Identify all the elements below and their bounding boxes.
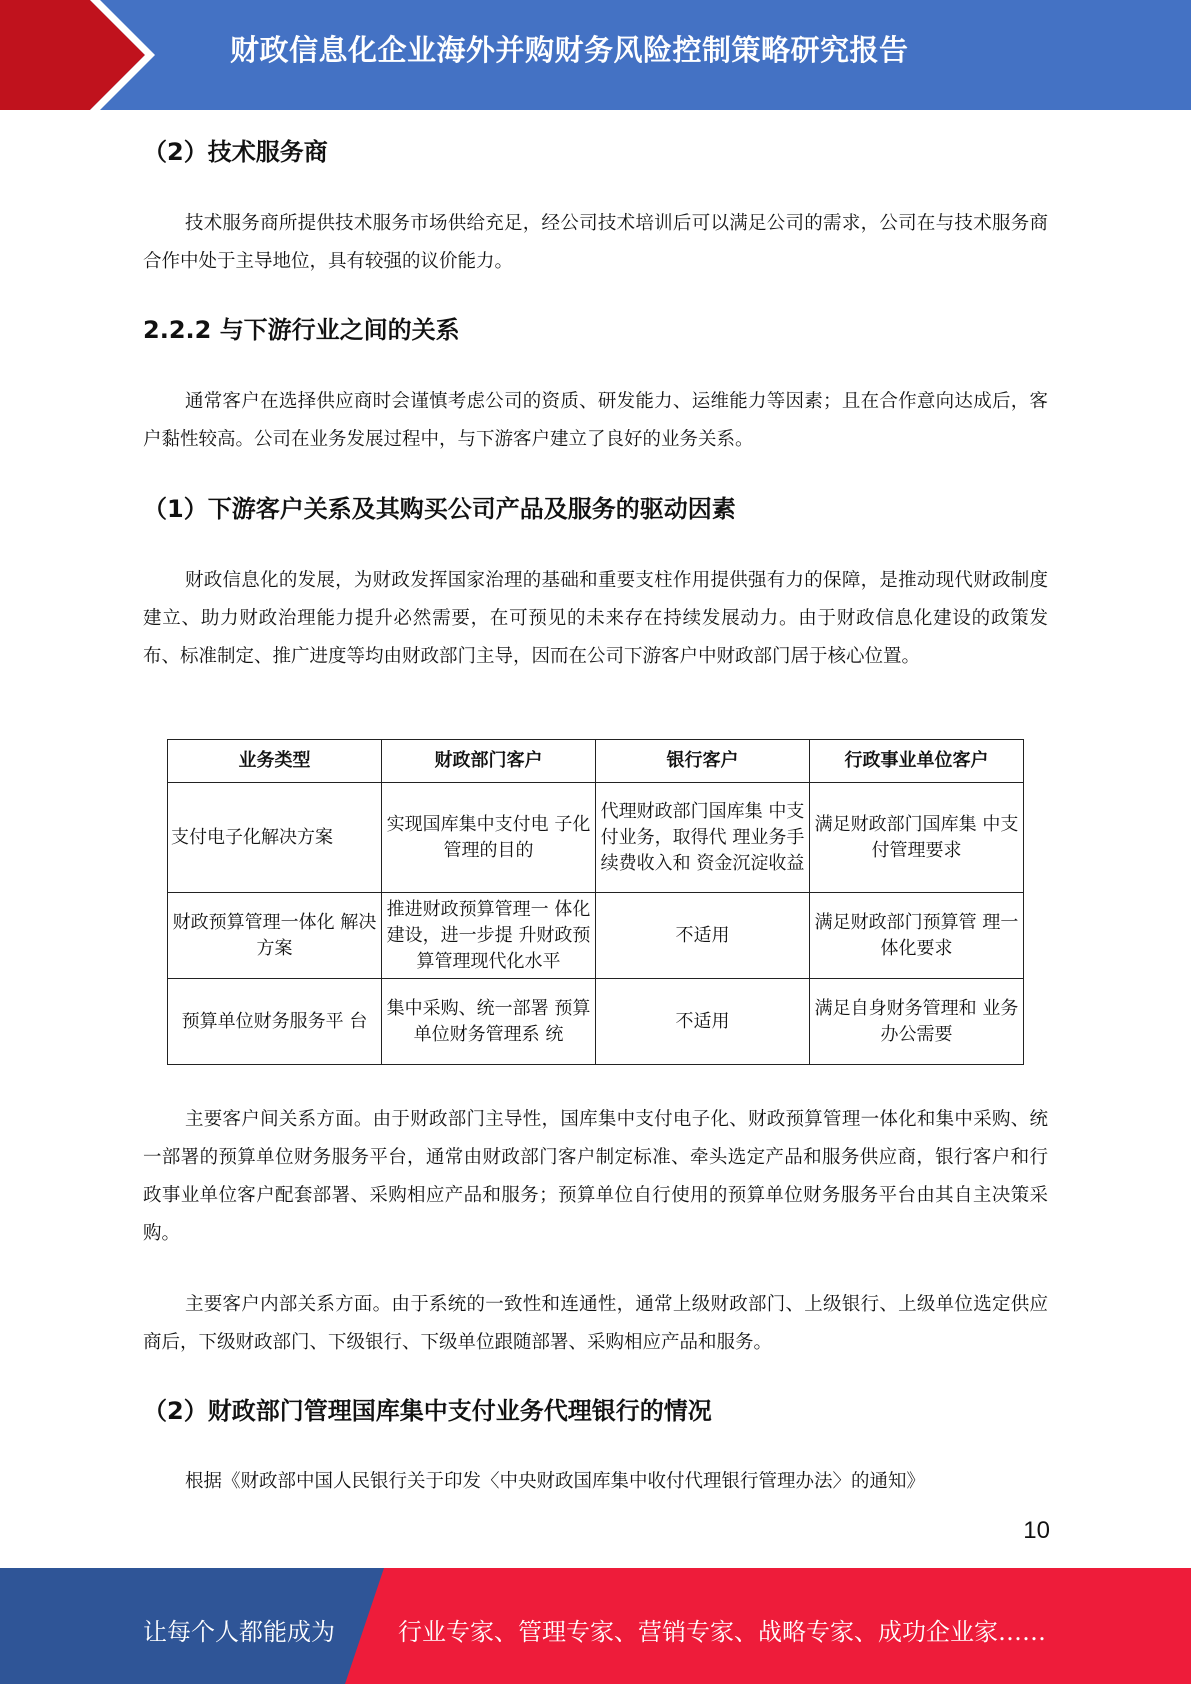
table-cell: 满足财政部门预算管 理一体化要求 [810,893,1024,979]
page-header [0,0,1191,110]
table-header-cell: 行政事业单位客户 [810,740,1024,783]
table-cell: 推进财政预算管理一 体化建设，进一步提 升财政预算管理现代化水平 [382,893,596,979]
footer-slogan-left: 让每个人都能成为 [143,1618,335,1646]
table-cell: 财政预算管理一体化 解决方案 [168,893,382,979]
table-header-cell: 财政部门客户 [382,740,596,783]
section-heading-tech-service: （2）技术服务商 [143,138,328,166]
table-cell: 不适用 [596,893,810,979]
section-heading-agent-bank: （2）财政部门管理国库集中支付业务代理银行的情况 [143,1397,712,1425]
table-cell: 支付电子化解决方案 [168,783,382,893]
section-heading-drivers: （1）下游客户关系及其购买公司产品及服务的驱动因素 [143,495,736,523]
paragraph-drivers: 财政信息化的发展，为财政发挥国家治理的基础和重要支柱作用提供强有力的保障，是推动现代财政制度建立、助力财政治理能力提升必然需要，在可预见的未来存在持续发展动力。由于财政信息化建设的政策发布、标准制定、推广进度等均由财政部门主导，因而在公司下游客户中财政部门居于核心位置。 [143,570,1048,667]
table-cell: 满足财政部门国库集 中支付管理要求 [810,783,1024,893]
table-header-cell: 银行客户 [596,740,810,783]
table-cell: 不适用 [596,979,810,1065]
paragraph-agent-bank: 根据《财政部中国人民银行关于印发〈中央财政国库集中收付代理银行管理办法〉的通知》 [185,1471,926,1492]
table-header-cell: 业务类型 [168,740,382,783]
header-title: 财政信息化企业海外并购财务风险控制策略研究报告 [230,33,909,67]
table-cell: 预算单位财务服务平 台 [168,979,382,1065]
table-row [168,783,1024,893]
paragraph-inter-customer: 主要客户间关系方面。由于财政部门主导性，国库集中支付电子化、财政预算管理一体化和集中采购、统一部署的预算单位财务服务平台，通常由财政部门客户制定标准、牵头选定产品和服务供应商，银行客户和行政事业单位客户配套部署、采购相应产品和服务；预算单位自行使用的预算单位财务服务平台由其自主决策采购。 [143,1109,1048,1244]
section-heading-downstream: 2.2.2 与下游行业之间的关系 [143,316,460,344]
table-cell: 满足自身财务管理和 业务办公需要 [810,979,1024,1065]
table-cell: 集中采购、统一部署 预算单位财务管理系 统 [382,979,596,1065]
page-number: 10 [1023,1517,1050,1544]
page-footer [0,1568,1191,1684]
table-row [168,893,1024,979]
paragraph-tech-service: 技术服务商所提供技术服务市场供给充足，经公司技术培训后可以满足公司的需求，公司在与技术服务商合作中处于主导地位，具有较强的议价能力。 [143,213,1048,272]
paragraph-downstream: 通常客户在选择供应商时会谨慎考虑公司的资质、研发能力、运维能力等因素；且在合作意向达成后，客户黏性较高。公司在业务发展过程中，与下游客户建立了良好的业务关系。 [143,391,1048,450]
table-cell: 代理财政部门国库集 中支付业务，取得代 理业务手续费收入和 资金沉淀收益 [596,783,810,893]
table-header-row [168,740,1024,783]
table-cell: 实现国库集中支付电 子化管理的目的 [382,783,596,893]
customer-relations-table [167,739,1024,1065]
footer-slogan-right: 行业专家、管理专家、营销专家、战略专家、成功企业家…… [398,1618,1046,1646]
paragraph-intra-customer: 主要客户内部关系方面。由于系统的一致性和连通性，通常上级财政部门、上级银行、上级单位选定供应商后，下级财政部门、下级银行、下级单位跟随部署、采购相应产品和服务。 [143,1294,1048,1353]
table-row [168,979,1024,1065]
